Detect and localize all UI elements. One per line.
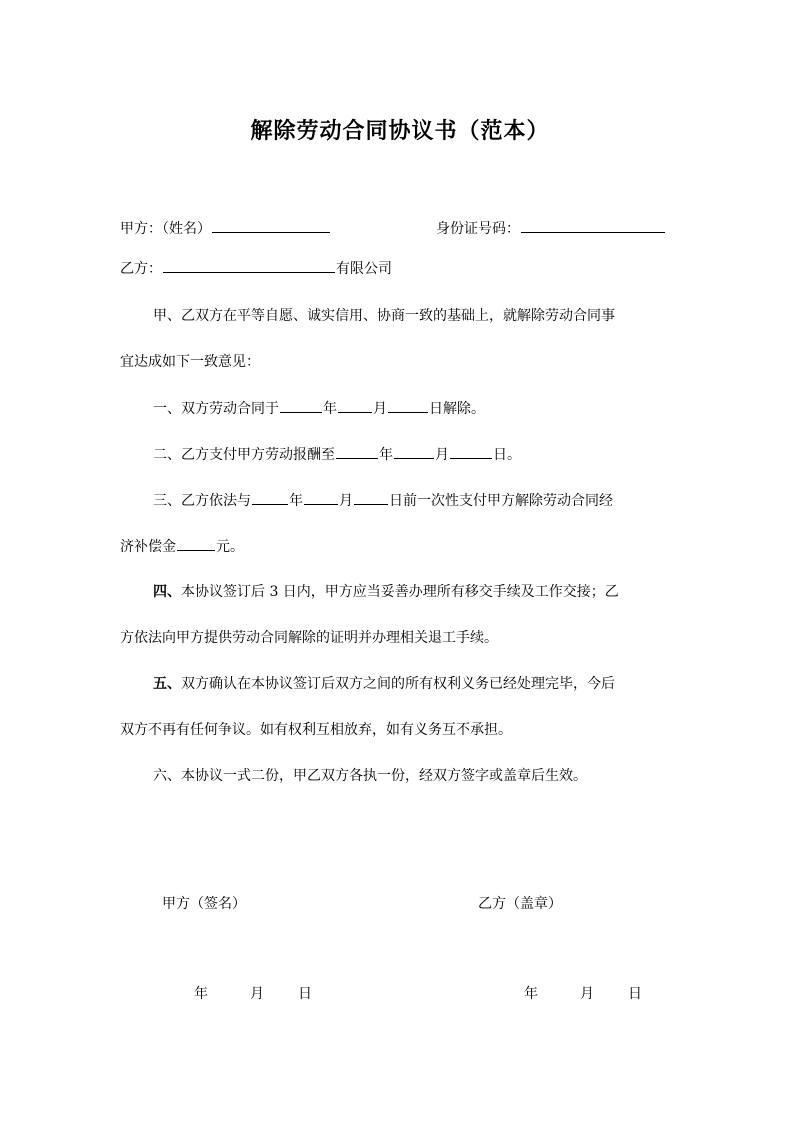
intro-line-1: 甲、乙双方在平等自愿、诚实信用、协商一致的基础上，就解除劳动合同事 xyxy=(153,308,615,324)
clause-2-month: 月 xyxy=(435,447,449,463)
party-b-company-blank[interactable] xyxy=(163,258,335,273)
clause-1 xyxy=(153,398,485,419)
party-b-label: 乙方： xyxy=(120,261,162,277)
clause-3-year-blank[interactable] xyxy=(252,490,288,505)
party-a-date-month: 月 xyxy=(250,986,264,1002)
clause-1-suffix: 日解除。 xyxy=(429,401,485,417)
party-a-name-blank[interactable] xyxy=(212,218,330,233)
clause-3-line2-prefix: 济补偿金 xyxy=(120,539,176,555)
clause-3-suffix: 日前一次性支付甲方解除劳动合同经 xyxy=(389,493,613,509)
party-a-date-day: 日 xyxy=(298,986,312,1002)
clause-5-line-2: 双方不再有任何争议。如有权利互相放弃，如有义务互不承担。 xyxy=(120,722,512,738)
clause-2 xyxy=(153,444,521,465)
clause-3-amount-blank[interactable] xyxy=(177,536,215,551)
clause-1-prefix: 一、双方劳动合同于 xyxy=(153,401,279,417)
clause-2-day-blank[interactable] xyxy=(450,444,492,459)
party-a-date-year: 年 xyxy=(194,986,208,1002)
clause-5-line-1 xyxy=(153,674,615,694)
party-b-date-day: 日 xyxy=(628,986,642,1002)
party-a-id-blank[interactable] xyxy=(521,218,665,233)
intro-line-2: 宜达成如下一致意见： xyxy=(120,354,260,370)
document-title: 解除劳动合同协议书（范本） xyxy=(250,119,550,144)
clause-5-number: 五、 xyxy=(153,676,181,692)
clause-3-prefix: 三、乙方依法与 xyxy=(153,493,251,509)
clause-1-year-blank[interactable] xyxy=(280,398,322,413)
party-b-date-year: 年 xyxy=(524,986,538,1002)
clause-4-line-1 xyxy=(153,582,619,602)
clause-1-year: 年 xyxy=(323,401,337,417)
party-b-date-month: 月 xyxy=(580,986,594,1002)
clause-5-text-1: 双方确认在本协议签订后双方之间的所有权利义务已经处理完毕，今后 xyxy=(181,676,615,692)
clause-1-day-blank[interactable] xyxy=(388,398,428,413)
clause-2-suffix: 日。 xyxy=(493,447,521,463)
party-a-signature-label: 甲方（签名） xyxy=(162,896,246,912)
party-a-label: 甲方：（姓名） xyxy=(120,221,211,237)
party-a-id-row xyxy=(436,218,666,239)
party-b-seal-label: 乙方（盖章） xyxy=(478,896,562,912)
clause-3-line-1 xyxy=(153,490,613,511)
clause-4-text-1: 本协议签订后 3 日内，甲方应当妥善办理所有移交手续及工作交接；乙 xyxy=(181,584,619,600)
clause-4-line-2: 方依法向甲方提供劳动合同解除的证明并办理相关退工手续。 xyxy=(120,630,498,646)
clause-2-year: 年 xyxy=(379,447,393,463)
clause-1-month-blank[interactable] xyxy=(338,398,372,413)
clause-6: 六、本协议一式二份，甲乙双方各执一份，经双方签字或盖章后生效。 xyxy=(153,768,587,784)
clause-3-month-blank[interactable] xyxy=(304,490,338,505)
party-b-row xyxy=(120,258,392,279)
party-b-suffix: 有限公司 xyxy=(336,261,392,277)
clause-1-month: 月 xyxy=(373,401,387,417)
clause-2-year-blank[interactable] xyxy=(336,444,378,459)
clause-3-line-2 xyxy=(120,536,244,557)
clause-3-month: 月 xyxy=(339,493,353,509)
clause-4-number: 四、 xyxy=(153,584,181,600)
party-a-row xyxy=(120,218,331,239)
party-b-date xyxy=(524,984,642,1004)
clause-2-prefix: 二、乙方支付甲方劳动报酬至 xyxy=(153,447,335,463)
clause-2-month-blank[interactable] xyxy=(394,444,434,459)
party-a-date xyxy=(194,984,312,1004)
clause-3-day-blank[interactable] xyxy=(354,490,388,505)
clause-3-line2-suffix: 元。 xyxy=(216,539,244,555)
clause-3-year: 年 xyxy=(289,493,303,509)
party-a-id-label: 身份证号码： xyxy=(436,221,520,237)
